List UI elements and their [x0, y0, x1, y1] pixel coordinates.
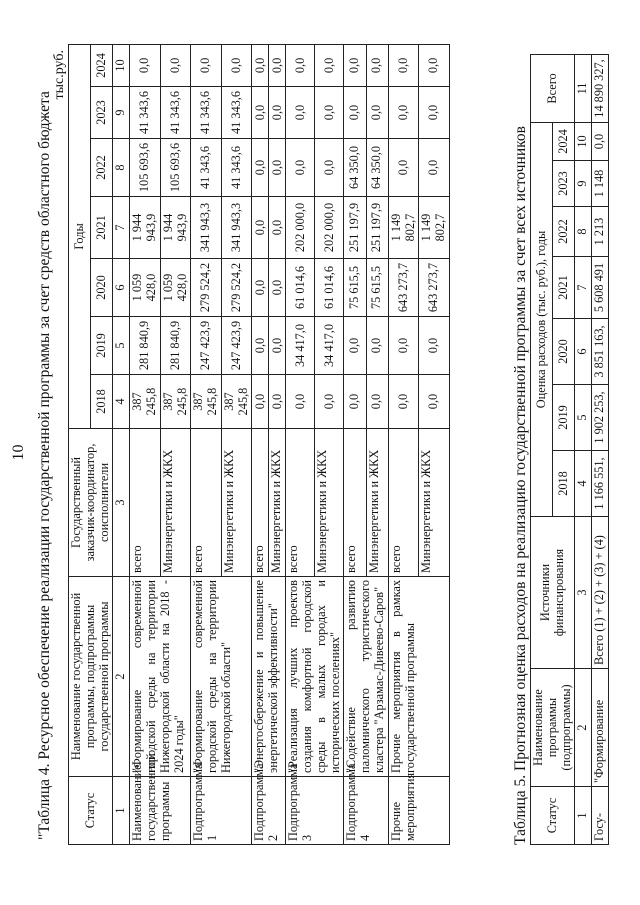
table4-title: "Таблица 4. Ресурсное обеспечение реализации государственной программы за счет средств областного бюджета — [36, 91, 53, 840]
t4-value: 34 417,0 — [286, 317, 315, 375]
t4-customer-total: всего — [191, 429, 222, 577]
t4-value: 0,0 — [344, 317, 366, 375]
t4-head-name: Наименование государственной программы, подпрограммы государственной программы — [69, 577, 113, 777]
t4-value: 0,0 — [344, 87, 366, 139]
t4-value: 0,0 — [388, 375, 419, 429]
t4-value: 0,0 — [160, 44, 191, 86]
t4-value: 387 245,8 — [130, 375, 161, 429]
t4-value: 279 524,2 — [191, 259, 222, 317]
t4-value: 0,0 — [252, 44, 269, 86]
t4-value: 0,0 — [269, 44, 286, 86]
t4-value: 643 273,7 — [419, 259, 450, 317]
t4-customer-ministry: Минэнергетики и ЖКХ — [160, 429, 191, 577]
t5-year: 2023 — [553, 161, 575, 207]
t4-year: 2024 — [91, 44, 113, 86]
t5-source: Всего (1) + (2) + (3) + (4) — [592, 517, 609, 669]
t5-value: 3 851 163, — [592, 319, 609, 385]
t4-head-years: Годы — [69, 44, 91, 428]
t4-value: 247 423,9 — [221, 317, 252, 375]
t4-value: 279 524,2 — [221, 259, 252, 317]
table4-body — [130, 44, 450, 844]
t5-head-total: Всего — [531, 54, 575, 122]
t5-head-status: Статус — [531, 787, 575, 845]
t4-value: 0,0 — [388, 139, 419, 197]
t4-value: 0,0 — [269, 139, 286, 197]
t5-value: 1 902 253, — [592, 385, 609, 451]
t4-value: 61 014,6 — [286, 259, 315, 317]
t4-value: 202 000,0 — [286, 197, 315, 259]
t4-value: 0,0 — [269, 259, 286, 317]
t5-value: 14 890 327, — [592, 54, 609, 122]
t5-year: 2018 — [553, 451, 575, 517]
t4-value: 0,0 — [252, 139, 269, 197]
t4-value: 41 343,6 — [160, 87, 191, 139]
t4-colnum: 6 — [113, 259, 130, 317]
t4-value: 1 149 802,7 — [419, 197, 450, 259]
t4-value: 75 615,5 — [366, 259, 388, 317]
t5-colnum: 3 — [575, 517, 592, 669]
t4-value: 34 417,0 — [315, 317, 344, 375]
t4-customer-total: всего — [344, 429, 366, 577]
t4-colnum: 1 — [113, 777, 130, 845]
t4-value: 0,0 — [315, 87, 344, 139]
t5-colnum: 1 — [575, 787, 592, 845]
t4-value: 64 350,0 — [366, 139, 388, 197]
t4-value: 0,0 — [388, 317, 419, 375]
t4-value: 0,0 — [419, 44, 450, 86]
t4-value: 0,0 — [315, 375, 344, 429]
t4-customer-total: всего — [130, 429, 161, 577]
t4-value: 0,0 — [366, 375, 388, 429]
t4-year: 2020 — [91, 259, 113, 317]
t4-colnum: 8 — [113, 139, 130, 197]
t4-value: 41 343,6 — [130, 87, 161, 139]
t4-value: 0,0 — [366, 44, 388, 86]
t4-value: 61 014,6 — [315, 259, 344, 317]
t4-status: Подпрограмма 1 — [191, 777, 252, 845]
t4-value: 0,0 — [344, 375, 366, 429]
t4-value: 0,0 — [130, 44, 161, 86]
t4-head-status: Статус — [69, 777, 113, 845]
t5-colnum: 5 — [575, 385, 592, 451]
t4-value: 41 343,6 — [191, 139, 222, 197]
t4-value: 0,0 — [252, 87, 269, 139]
table5-title: Таблица 5. Прогнозная оценка расходов на реализацию государственной программы за счет всех источников — [512, 126, 529, 845]
t5-colnum: 4 — [575, 451, 592, 517]
t5-colnum: 9 — [575, 161, 592, 207]
t4-status: Наименование государственной программы — [130, 777, 191, 845]
t4-value: 1 059 428,0 — [130, 259, 161, 317]
t4-value: 0,0 — [388, 87, 419, 139]
t5-value: 1 148 — [592, 161, 609, 207]
t4-status: Подпрограмма 4 — [344, 777, 388, 845]
t4-name: Прочие мероприятия в рамках государственной программы — [388, 577, 449, 777]
t4-value: 251 197,9 — [366, 197, 388, 259]
t4-customer-total: всего — [252, 429, 269, 577]
t4-value: 1 149 802,7 — [388, 197, 419, 259]
t4-value: 0,0 — [419, 317, 450, 375]
t5-value: 1 213 — [592, 207, 609, 257]
t4-value: 0,0 — [252, 375, 269, 429]
t5-head-sources: Источники финансирования — [531, 517, 575, 669]
t4-value: 0,0 — [286, 44, 315, 86]
t4-value: 64 350,0 — [344, 139, 366, 197]
t5-colnum: 7 — [575, 257, 592, 319]
t5-colnum: 11 — [575, 54, 592, 122]
t4-customer-total: всего — [286, 429, 315, 577]
t5-colnum: 6 — [575, 319, 592, 385]
t4-value: 0,0 — [419, 87, 450, 139]
t4-name: "Формирование современной городской среды на территории Нижегородской области" — [191, 577, 252, 777]
t4-customer-ministry: Минэнергетики и ЖКХ — [419, 429, 450, 577]
t4-value: 0,0 — [388, 44, 419, 86]
t4-value: 0,0 — [315, 44, 344, 86]
t4-year: 2021 — [91, 197, 113, 259]
t5-colnum: 2 — [575, 669, 592, 787]
page-number: 10 — [10, 444, 27, 461]
t4-value: 0,0 — [221, 44, 252, 86]
t4-colnum: 3 — [113, 429, 130, 577]
table4-units: тыс.руб. — [52, 50, 67, 100]
t4-value: 0,0 — [286, 375, 315, 429]
t4-value: 281 840,9 — [160, 317, 191, 375]
t4-value: 105 693,6 — [130, 139, 161, 197]
t4-value: 1 944 943,9 — [160, 197, 191, 259]
t4-value: 0,0 — [286, 139, 315, 197]
t4-value: 41 343,6 — [191, 87, 222, 139]
t4-colnum: 10 — [113, 44, 130, 86]
t4-name: "Формирование современной городской среды на территории Нижегородской области на 2018 - 2024 годы" — [130, 577, 191, 777]
t4-value: 387 245,8 — [191, 375, 222, 429]
t4-value: 0,0 — [286, 87, 315, 139]
t4-colnum: 9 — [113, 87, 130, 139]
t4-value: 41 343,6 — [221, 139, 252, 197]
t4-customer-ministry: Минэнергетики и ЖКХ — [366, 429, 388, 577]
t4-value: 0,0 — [344, 44, 366, 86]
t4-row-total — [344, 44, 366, 844]
t5-year: 2020 — [553, 319, 575, 385]
t4-value: 0,0 — [366, 317, 388, 375]
t5-year: 2022 — [553, 207, 575, 257]
t4-value: 0,0 — [419, 139, 450, 197]
t4-value: 0,0 — [315, 139, 344, 197]
t5-head-estimate: Оценка расходов (тыс. руб.), годы — [531, 122, 553, 516]
t4-value: 341 943,3 — [221, 197, 252, 259]
t4-value: 281 840,9 — [130, 317, 161, 375]
t5-year: 2019 — [553, 385, 575, 451]
t4-value: 105 693,6 — [160, 139, 191, 197]
t4-colnum: 5 — [113, 317, 130, 375]
t4-head-customer: Государственный заказчик-координатор, соисполнители — [69, 429, 113, 577]
t4-value: 387 245,8 — [221, 375, 252, 429]
t4-colnum: 7 — [113, 197, 130, 259]
t4-status: Подпрограмма 2 — [252, 777, 286, 845]
t5-value: 1 166 551, — [592, 451, 609, 517]
t4-year: 2019 — [91, 317, 113, 375]
t4-value: 0,0 — [269, 197, 286, 259]
t4-row-total — [130, 44, 161, 844]
t4-value: 251 197,9 — [344, 197, 366, 259]
t4-customer-ministry: Минэнергетики и ЖКХ — [269, 429, 286, 577]
t4-value: 0,0 — [269, 375, 286, 429]
t4-status: Подпрограмма 3 — [286, 777, 344, 845]
t4-value: 75 615,5 — [344, 259, 366, 317]
t5-year: 2021 — [553, 257, 575, 319]
t4-row-total — [286, 44, 315, 844]
t4-year: 2018 — [91, 375, 113, 429]
t4-year: 2022 — [91, 139, 113, 197]
t4-value: 387 245,8 — [160, 375, 191, 429]
t4-year: 2023 — [91, 87, 113, 139]
t5-colnum: 8 — [575, 207, 592, 257]
t4-value: 247 423,9 — [191, 317, 222, 375]
t5-value: 5 608 491 — [592, 257, 609, 319]
t4-customer-ministry: Минэнергетики и ЖКХ — [221, 429, 252, 577]
t4-row-total — [191, 44, 222, 844]
t4-value: 41 343,6 — [221, 87, 252, 139]
t4-row-total — [252, 44, 269, 844]
t4-value: 202 000,0 — [315, 197, 344, 259]
t4-colnum: 4 — [113, 375, 130, 429]
table4 — [68, 44, 450, 845]
t4-colnum: 2 — [113, 577, 130, 777]
t4-value: 1 944 943,9 — [130, 197, 161, 259]
t4-row-total — [388, 44, 419, 844]
t4-name: "Реализация лучших проектов создания комфортной городской среды в малых городах и исторических поселениях" — [286, 577, 344, 777]
t4-customer-ministry: Минэнергетики и ЖКХ — [315, 429, 344, 577]
t5-status: Госу- — [592, 787, 609, 845]
t4-value: 0,0 — [252, 259, 269, 317]
t4-value: 643 273,7 — [388, 259, 419, 317]
t4-value: 0,0 — [252, 197, 269, 259]
t4-value: 0,0 — [366, 87, 388, 139]
t5-year: 2024 — [553, 122, 575, 160]
t4-customer-total: всего — [388, 429, 419, 577]
t5-colnum: 10 — [575, 122, 592, 160]
t4-value: 0,0 — [191, 44, 222, 86]
t4-status: Прочие мероприятия — [388, 777, 449, 845]
t4-name: "Содействие развитию паломнического туристического кластера "Арзамас-Дивеево-Саров" — [344, 577, 388, 777]
t4-value: 0,0 — [269, 317, 286, 375]
t4-value: 0,0 — [419, 375, 450, 429]
t4-value: 341 943,3 — [191, 197, 222, 259]
table5 — [530, 54, 609, 845]
t4-value: 0,0 — [252, 317, 269, 375]
t5-head-name: Наименование программы (подпрограммы) — [531, 669, 575, 787]
t5-name: "Формирование — [592, 669, 609, 787]
t4-value: 0,0 — [269, 87, 286, 139]
t4-value: 1 059 428,0 — [160, 259, 191, 317]
t4-name: "Энергосбережение и повышение энергетической эффективности" — [252, 577, 286, 777]
t5-row — [592, 54, 609, 844]
t5-value: 0,0 — [592, 122, 609, 160]
